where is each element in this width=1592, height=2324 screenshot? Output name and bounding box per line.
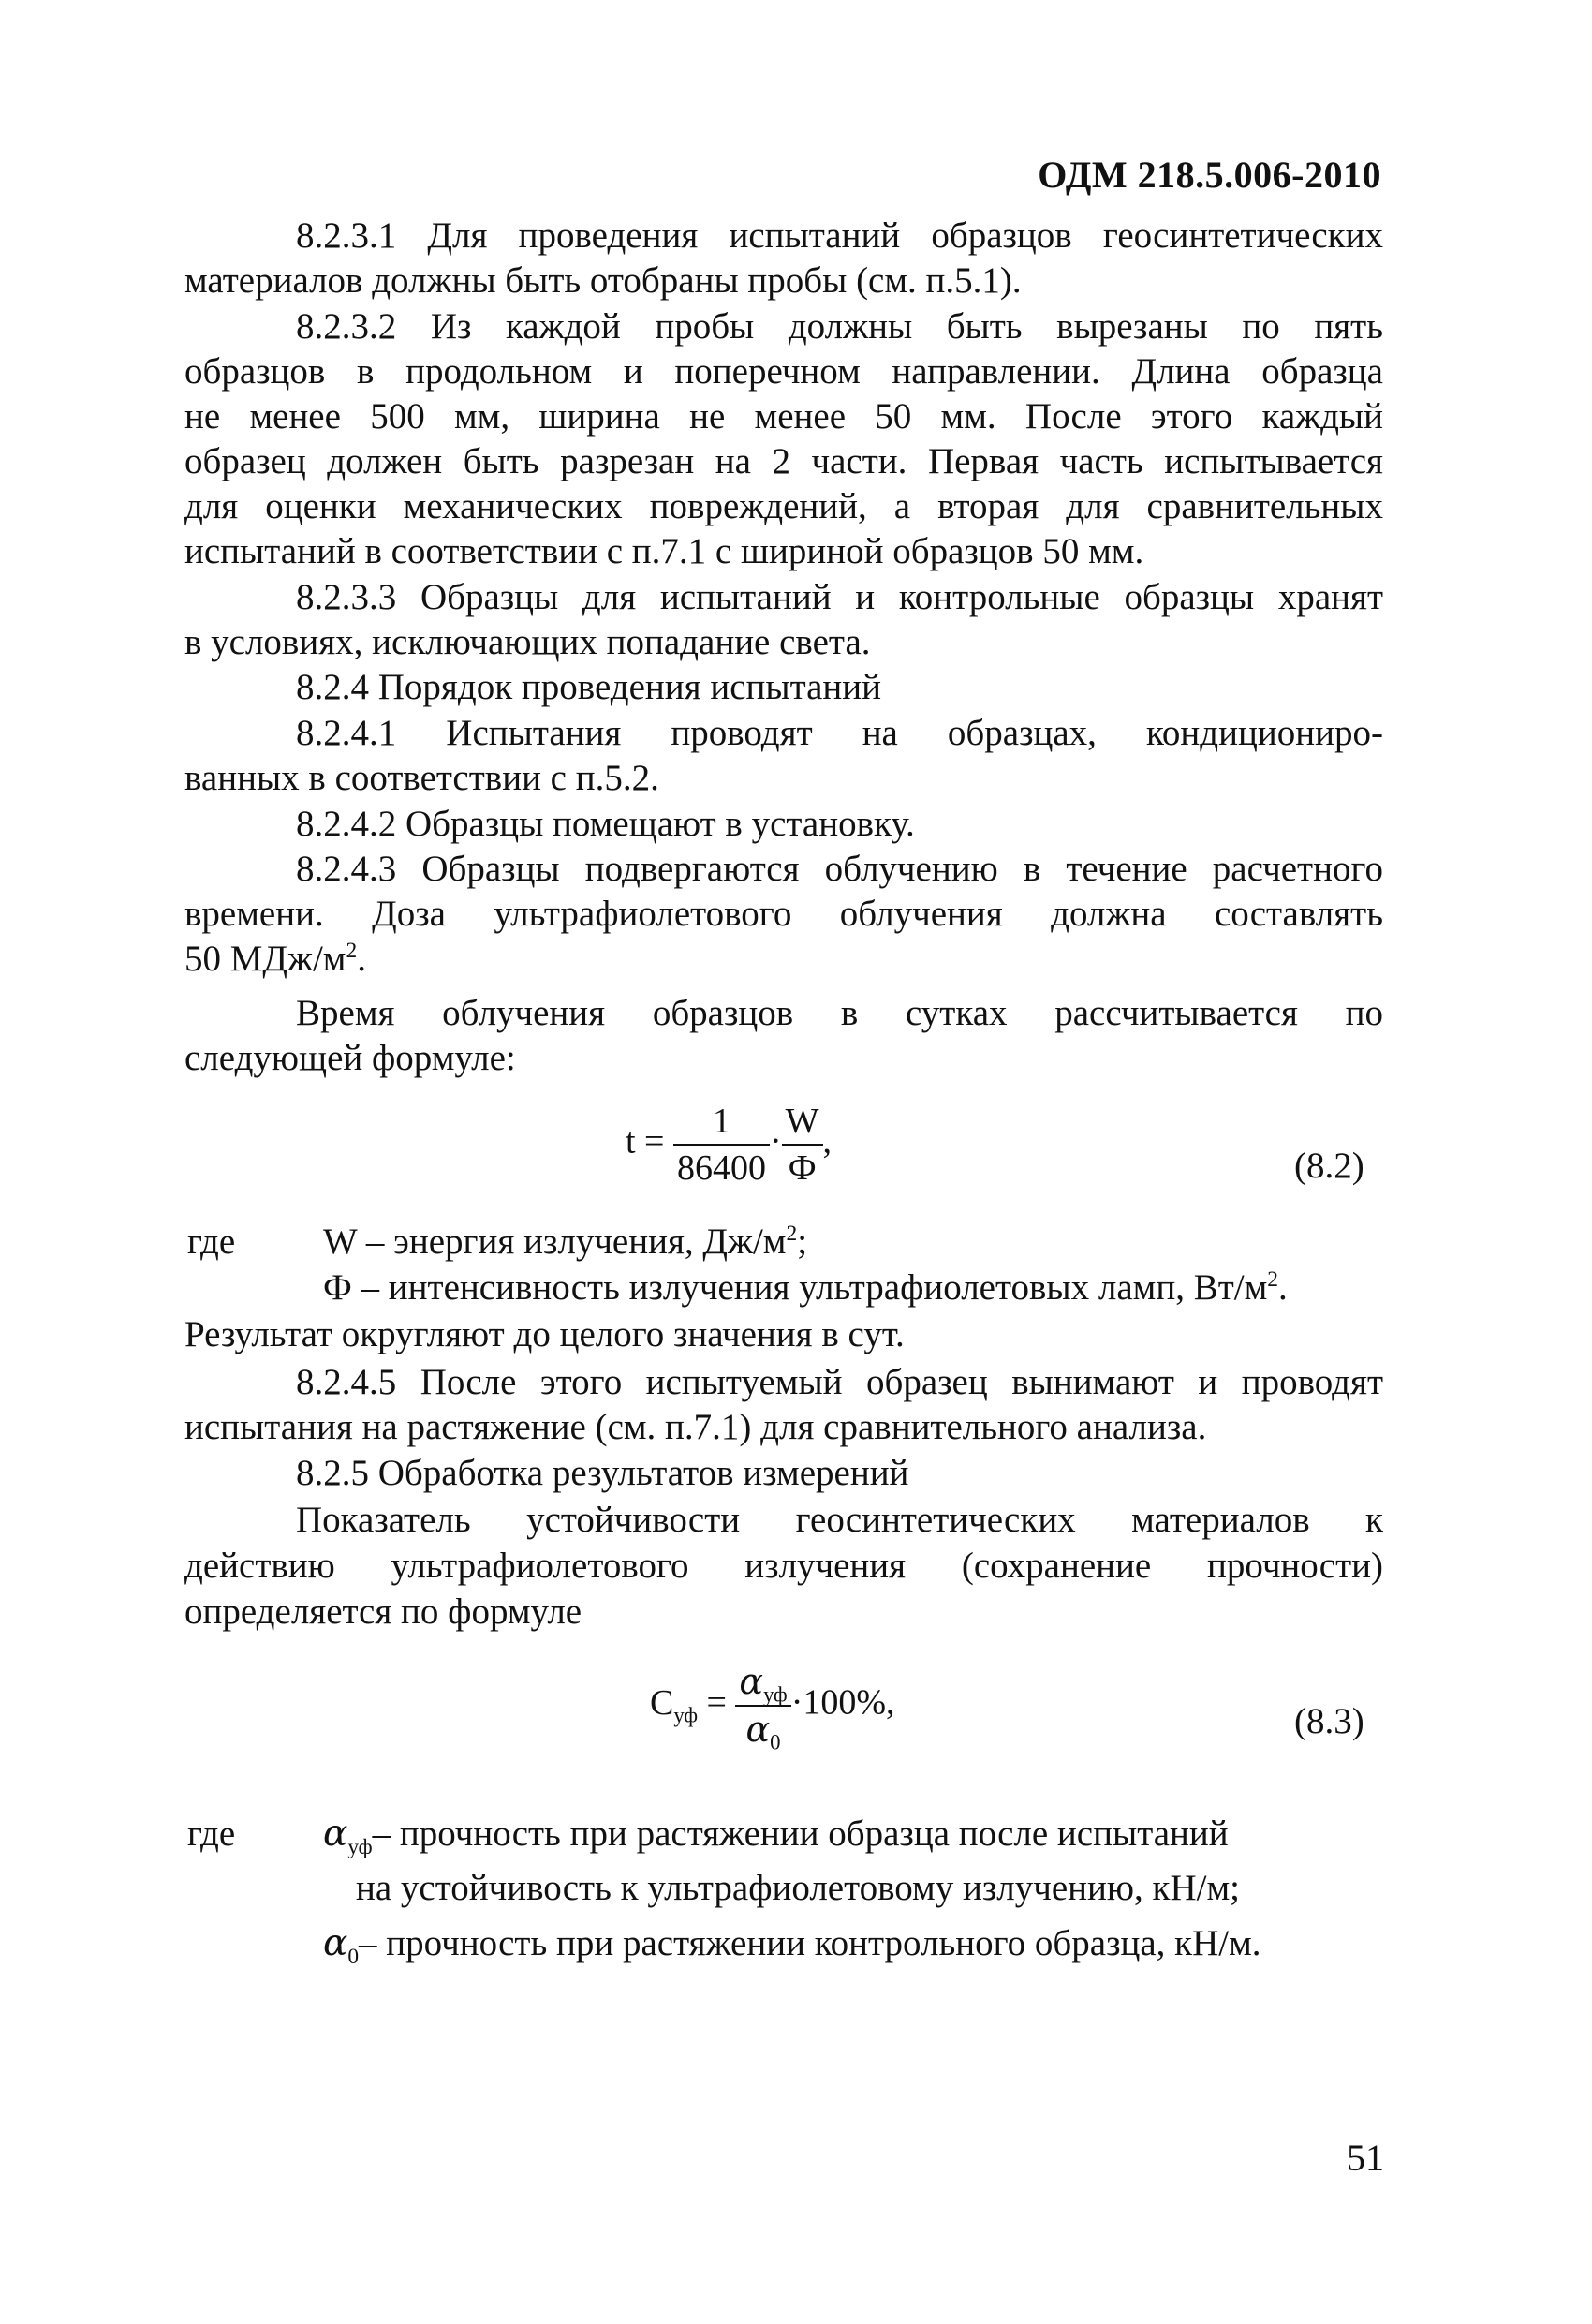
paragraph-line: 8.2.4.5 После этого испытуемый образец вынимают и проводят — [296, 1362, 1383, 1402]
document-code-header: ОДМ 218.5.006-2010 — [1038, 154, 1381, 196]
definition-phi: Ф – интенсивность излучения ультрафиолетовых ламп, $Вт/м^2$. — [323, 1267, 1288, 1308]
definition-alpha-uf-cont: на устойчивость к ультрафиолетовому излучению, кН/м; — [356, 1868, 1240, 1908]
paragraph-line: ванных в соответствии с п.5.2. — [184, 758, 659, 798]
paragraph-line: 8.2.3.3 Образцы для испытаний и контрольные образцы хранят — [296, 577, 1383, 617]
formula-8-2: t = $\frac{1}{86400}$ · $\frac{W}{Ф}$ , — [626, 1102, 833, 1188]
paragraph-line: 8.2.4.2 Образцы помещают в установку. — [296, 804, 915, 844]
definition-w: W – энергия излучения, $Дж/м^2$; — [323, 1221, 808, 1262]
paragraph-line: 50 МДж/$м^2$. — [184, 939, 366, 979]
formula-8-3: $C_{уф}$ = $\frac{\alpha_{уф}}{\alpha_0}$ ·100%, — [650, 1661, 895, 1754]
paragraph-line: Показатель устойчивости геосинтетических материалов к — [296, 1500, 1383, 1540]
paragraph-line: 8.2.4.1 Испытания проводят на образцах, кондициониро- — [296, 713, 1383, 753]
section-heading: 8.2.5 Обработка результатов измерений — [296, 1453, 909, 1493]
paragraph-line: 8.2.3.1 Для проведения испытаний образцов геосинтетических — [296, 215, 1383, 256]
paragraph-line: определяется по формуле — [184, 1591, 582, 1632]
definition-alpha-0: $\alpha_0-$ прочность при растяжении контрольного образца, кН/м. — [323, 1922, 1261, 1969]
fraction: $\frac{1}{86400}$ — [673, 1101, 770, 1189]
definition-alpha-uf: $\alpha_{уф}-$ прочность при растяжении образца после испытаний — [323, 1813, 1229, 1859]
paragraph-line: 8.2.3.2 Из каждой пробы должны быть вырезаны по пять — [296, 306, 1383, 347]
fraction: $\frac{W}{Ф}$ — [782, 1101, 823, 1189]
paragraph-line: Результат округляют до целого значения в сут. — [184, 1314, 905, 1354]
paragraph-line: 8.2.4.3 Образцы подвергаются облучению в течение расчетного — [296, 849, 1383, 889]
paragraph-line: следующей формуле: — [184, 1038, 516, 1078]
formula-number: (8.2) — [1294, 1146, 1364, 1186]
formula-number: (8.3) — [1294, 1701, 1364, 1741]
paragraph-line: в условиях, исключающих попадание света. — [184, 622, 871, 662]
paragraph-line: действию ультрафиолетового излучения (сохранение прочности) — [184, 1546, 1383, 1586]
where-label: где — [187, 1813, 236, 1854]
paragraph-line: времени. Доза ультрафиолетового облучения должна составлять — [184, 894, 1383, 934]
paragraph-line: испытаний в соответствии с п.7.1 с шириной образцов 50 мм. — [184, 531, 1144, 571]
paragraph-line: не менее 500 мм, ширина не менее 50 мм. После этого каждый — [184, 396, 1383, 437]
where-label: где — [187, 1221, 236, 1262]
paragraph-line: образцов в продольном и поперечном направлении. Длина образца — [184, 351, 1383, 392]
paragraph-line: материалов должны быть отобраны пробы (см. п.5.1). — [184, 260, 1022, 301]
page-number: 51 — [1347, 2137, 1384, 2179]
paragraph-line: образец должен быть разрезан на 2 части. Первая часть испытывается — [184, 441, 1383, 481]
paragraph-line: испытания на растяжение (см. п.7.1) для сравнительного анализа. — [184, 1407, 1207, 1447]
paragraph-line: Время облучения образцов в сутках рассчитывается по — [296, 993, 1383, 1033]
section-heading: 8.2.4 Порядок проведения испытаний — [296, 667, 882, 707]
fraction: $\frac{\alpha_{уф}}{\alpha_0}$ — [735, 1661, 790, 1751]
paragraph-line: для оценки механических повреждений, а вторая для сравнительных — [184, 486, 1383, 526]
